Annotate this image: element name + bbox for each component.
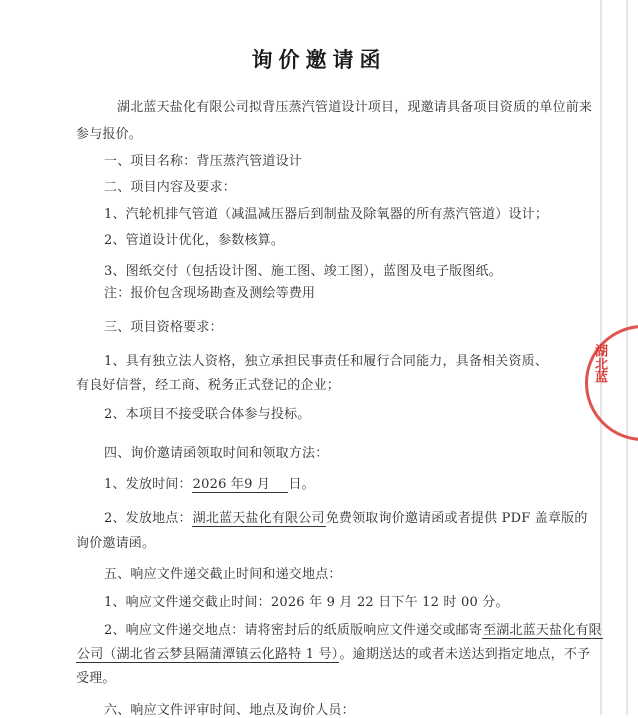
document-title: 询价邀请函 bbox=[251, 47, 387, 72]
section-3-heading: 三、项目资格要求： bbox=[104, 320, 223, 335]
section-4-item-2-cont: 询价邀请函。 bbox=[76, 536, 156, 551]
company-seal-stamp bbox=[585, 325, 638, 441]
section-2-item-1: 1、汽轮机排气管道（减温减压器后到制盐及除氧器的所有蒸汽管道）设计； bbox=[104, 207, 549, 222]
issue-place-rest: 免费领取询价邀请函或者提供 PDF 盖章版的 bbox=[325, 511, 588, 526]
submit-place-label: 2、响应文件递交地点：请将密封后的纸质版响应文件递交或邮寄 bbox=[104, 623, 483, 638]
section-6-heading: 六、响应文件评审时间、地点及询价人员： bbox=[104, 703, 355, 718]
section-1-heading: 一、项目名称： bbox=[104, 154, 197, 169]
issue-company: 湖北蓝天盐化有限公司 bbox=[192, 511, 325, 526]
section-5-item-1: 1、响应文件递交截止时间：2026 年 9 月 22 日下午 12 时 00 分。 bbox=[104, 595, 509, 610]
submit-address: 公司（湖北省云梦县隔蒲潭镇云化路特 1 号） bbox=[77, 647, 339, 662]
intro-line-1: 湖北蓝天盐化有限公司拟背压蒸汽管道设计项目，现邀请具备项目资质的单位前来 bbox=[117, 100, 593, 115]
seal-text: 湖北蓝 bbox=[592, 344, 607, 383]
submit-company: 至湖北蓝天盐化有限 bbox=[483, 623, 602, 638]
section-5-item-2-cont bbox=[76, 643, 590, 662]
submit-address-rest: 。逾期送达的或者未送达到指定地点，不予 bbox=[339, 647, 591, 662]
section-4-item-2 bbox=[104, 507, 588, 526]
section-3-item-2: 2、本项目不接受联合体参与投标。 bbox=[104, 407, 311, 422]
section-2-item-3: 3、图纸交付（包括设计图、施工图、竣工图），蓝图及电子版图纸。 bbox=[104, 264, 502, 279]
section-5-item-2-end: 受理。 bbox=[76, 671, 116, 686]
section-2-item-2: 2、管道设计优化，参数核算。 bbox=[104, 233, 285, 248]
section-5-item-2 bbox=[104, 619, 603, 638]
issue-date-suffix: 日。 bbox=[288, 477, 315, 492]
section-3-item-1b: 有良好信誉，经工商、税务正式登记的企业； bbox=[76, 378, 341, 393]
issue-time-label: 1、发放时间： bbox=[104, 477, 192, 492]
section-2-note: 注：报价包含现场勘查及测绘等费用 bbox=[104, 286, 316, 301]
section-3-item-1a: 1、具有独立法人资格，独立承担民事责任和履行合同能力，具备相关资质、 bbox=[104, 354, 549, 369]
issue-place-label: 2、发放地点： bbox=[104, 511, 192, 526]
section-4-heading: 四、询价邀请函领取时间和领取方法： bbox=[104, 446, 329, 461]
section-1 bbox=[104, 150, 302, 169]
section-2-heading: 二、项目内容及要求： bbox=[104, 180, 237, 195]
intro-line-2: 参与报价。 bbox=[76, 127, 143, 142]
project-name: 背压蒸汽管道设计 bbox=[196, 154, 303, 169]
section-4-item-1 bbox=[104, 473, 315, 492]
section-5-heading: 五、响应文件递交截止时间和递交地点： bbox=[104, 567, 342, 582]
issue-date: 2026 年9 月 bbox=[192, 477, 289, 493]
